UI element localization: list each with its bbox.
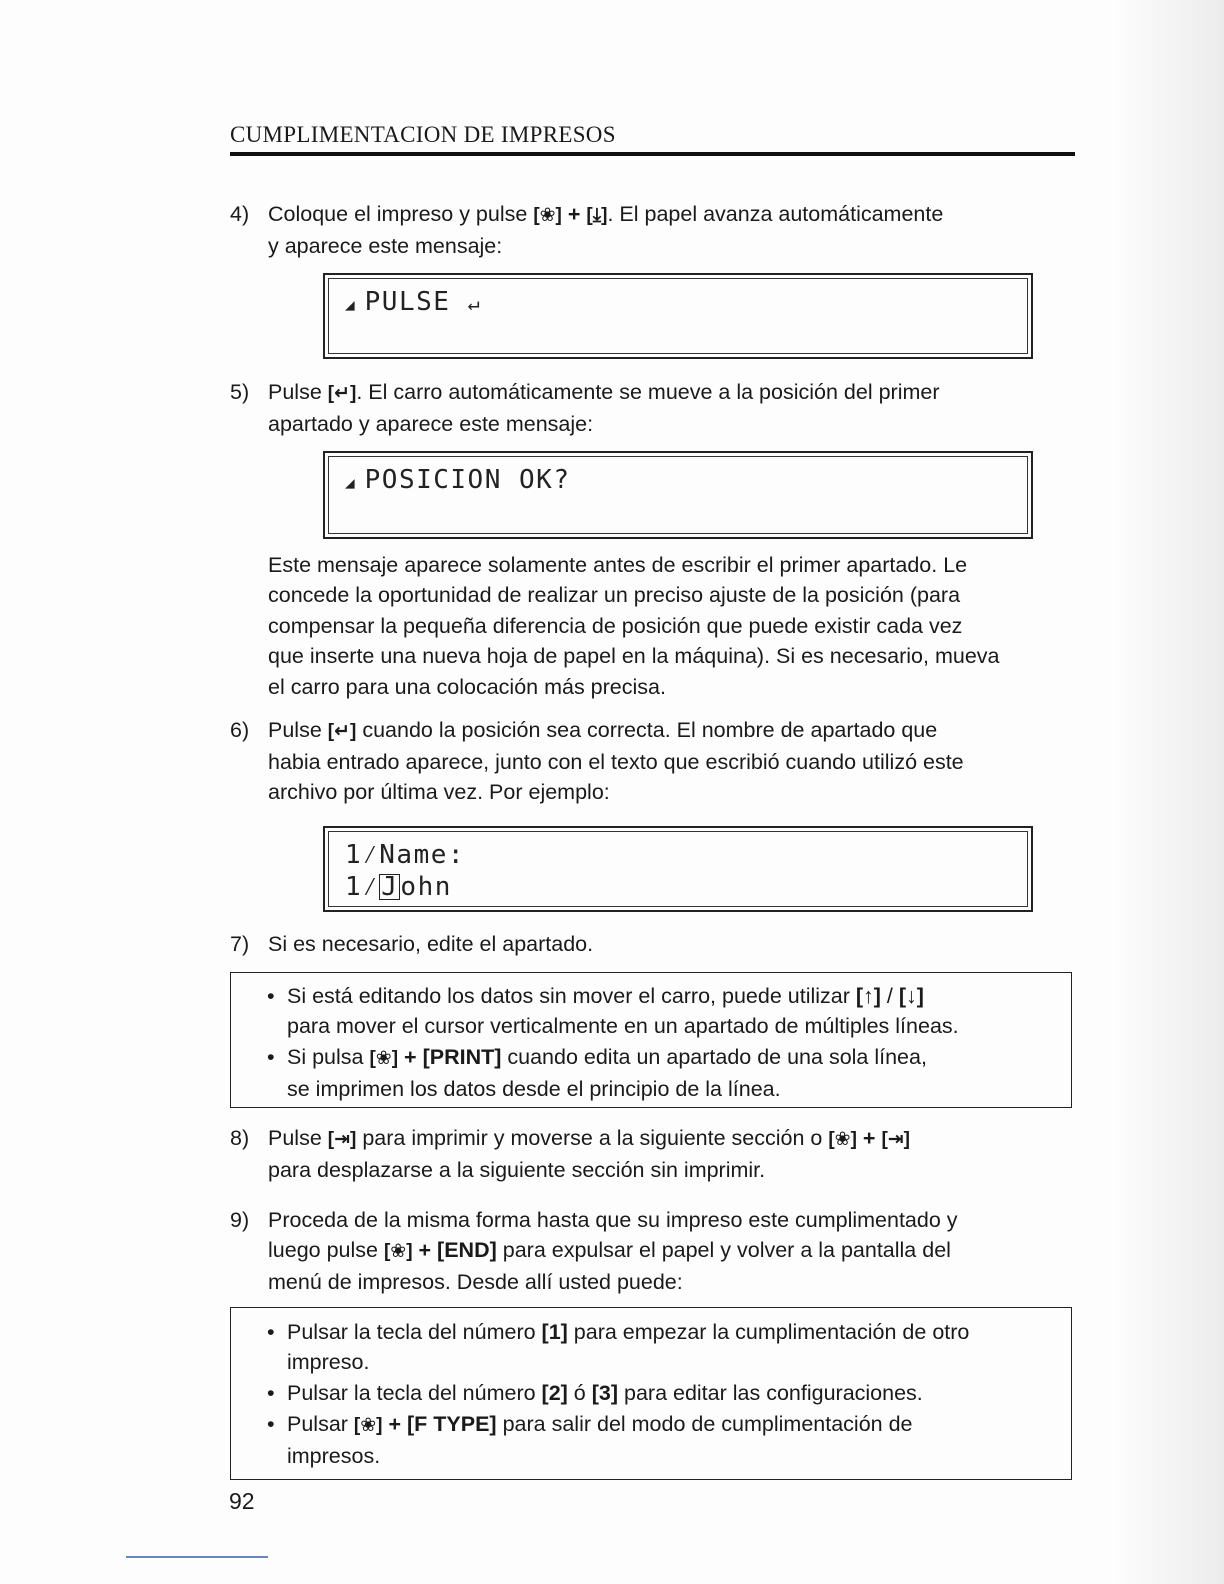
step-number: 5)	[230, 380, 250, 404]
step-8: 8) Pulse [⇥] para imprimir y moverse a la siguiente sección o [❀] + [⇥] para desplazarse a la siguiente sección sin imprimir.	[230, 1123, 1080, 1185]
step-number: 7)	[230, 932, 250, 956]
header-rule	[230, 152, 1075, 156]
tab-key-icon: [⇥]	[881, 1129, 911, 1150]
page-edge-shading	[1114, 0, 1224, 1584]
indicator-icon: ◢	[345, 473, 355, 492]
explanation-paragraph: Este mensaje aparece solamente antes de escribir el primer apartado. Le concede la oportunidad de realizar un preciso ajuste de la posición (para compensar la pequeña diferencia de posición que puede existir cada vez que inserte una nueva hoja de papel en la máquina). Si es necesario, mueva el carro para una colocación más precisa.	[268, 553, 1000, 699]
step-9: 9) Proceda de la misma forma hasta que su impreso este cumplimentado y luego pulse [❀] + [END] para expulsar el papel y volver a la pantalla del menú de impresos. Desde allí usted puede:	[230, 1205, 1080, 1297]
page-header: CUMPLIMENTACION DE IMPRESOS	[230, 122, 616, 147]
note-box-editing	[230, 972, 1072, 1108]
note-bullet: • Pulsar [❀] + [F TYPE] para salir del modo de cumplimentación de impresos.	[267, 1412, 913, 1468]
text-cursor: J	[381, 872, 399, 902]
page-number: 92	[229, 1488, 255, 1514]
note-bullet: • Si está editando los datos sin mover el carro, puede utilizar [↑] / [↓] para mover el cursor verticalmente en un apartado de múltiples líneas.	[267, 984, 959, 1038]
footer-underline	[126, 1556, 268, 1558]
code-key-icon: [❀]	[533, 205, 562, 226]
step-6: 6) Pulse [↵] cuando la posición sea correcta. El nombre de apartado que habia entrado aparece, junto con el texto que escribió cuando utilizó este archivo por última vez. Por ejemplo:	[230, 715, 1080, 807]
lcd-display-example: 1⁄Name: 1⁄John	[323, 826, 1033, 912]
note-box-options	[230, 1307, 1072, 1480]
step-number: 6)	[230, 718, 250, 742]
step-5: 5) Pulse [↵]. El carro automáticamente se mueve a la posición del primer apartado y aparece este mensaje:	[230, 377, 1080, 439]
code-key-icon: [❀]	[828, 1129, 857, 1150]
step-4: 4) Coloque el impreso y pulse [❀] + [⤓]. El papel avanza automáticamente y aparece este mensaje:	[230, 199, 1080, 261]
return-key-icon: [↵]	[327, 383, 357, 404]
step-7: 7) Si es necesario, edite el apartado.	[230, 929, 1080, 959]
note-bullet: • Pulsar la tecla del número [1] para empezar la cumplimentación de otro impreso.	[267, 1320, 970, 1374]
enter-icon: ↵	[467, 291, 482, 315]
step-number: 4)	[230, 202, 250, 226]
down-arrow-key-icon: [↓]	[898, 984, 924, 1008]
lcd-display-posicion: ◢ POSICION OK?	[323, 451, 1033, 539]
note-bullet: • Pulsar la tecla del número [2] ó [3] para editar las configuraciones.	[267, 1381, 923, 1405]
step-number: 8)	[230, 1126, 250, 1150]
code-key-icon: [❀]	[383, 1241, 413, 1262]
lcd-display-pulse: ◢ PULSE ↵	[323, 273, 1033, 359]
step-number: 9)	[230, 1208, 250, 1232]
return-key-icon: [↵]	[327, 721, 357, 742]
indicator-icon: ◢	[345, 295, 355, 314]
up-arrow-key-icon: [↑]	[855, 984, 881, 1008]
paper-feed-key-icon: [⤓]	[586, 205, 608, 226]
note-bullet: • Si pulsa [❀] + [PRINT] cuando edita un apartado de una sola línea, se imprimen los datos desde el principio de la línea.	[267, 1045, 927, 1101]
code-key-icon: [❀]	[353, 1415, 383, 1436]
tab-key-icon: [⇥]	[327, 1129, 357, 1150]
code-key-icon: [❀]	[369, 1048, 399, 1069]
